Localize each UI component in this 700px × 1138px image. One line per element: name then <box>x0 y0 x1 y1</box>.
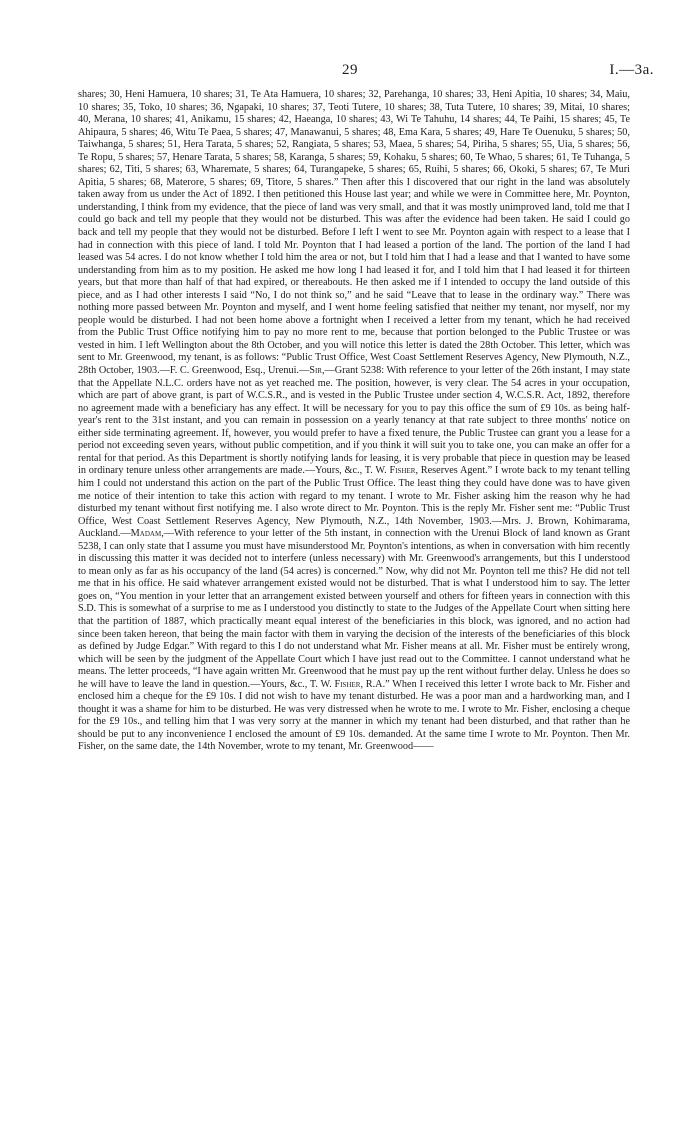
document-reference: I.—3a. <box>609 62 654 78</box>
evidence-paragraph: , Reserves Agent.” I wrote back to my tenant telling him I could not understand this action on the part of the Public Trust Office. The least thing they could have done was to have given me notice of their intention to take this action with regard to my tenant. I wrote to Mr. Fisher asking him the reason why he had disturbed my tenant without first notifying me. I also wrote direct to Mr. Poynton. This is the reply Mr. Fisher sent me: “Public Trust Office, West Coast Settlement Reserves Agency, New Plymouth, N.Z., 14th November, 1903.—Mrs. J. Brown, Kohimarama, Auckland.— <box>78 465 630 540</box>
evidence-paragraph: ,—With reference to your letter of the 5th instant, in connection with the Urenui Block of land known as Grant 5238, I can only state that I assume you must have misunderstood Mr. Poynton's intentions, as when in conversation with him recently in discussing this matter it was decided not to interfere (unless necessary) with Mr. Greenwood's arrangements, but this I understood to mean only as far as his occupancy of the land (54 acres) is concerned.” Now, why did not Mr. Poynton tell me this? He did not tell me that in his office. He said whatever arrangement existed would not be disturbed. That is what I understood him to say. The letter goes on, “You mention in your letter that an arrangement existed between yourself and others for fifteen years in connection with this S.D. This is somewhat of a surprise to me as I understood you distinctly to state to the Judges of the Appellate Court when sitting here that the partition of 1887, which practically meant equal interest of the beneficiaries in this block, was ignored, and no action had since been taken hereon, that being the main factor with them in varying the decision of the interests of the beneficiaries of this block as defined by Judge Edgar.” With regard to this I do not understand what Mr. Fisher means at all. Mr. Fisher must be entirely wrong, which will be seen by the judgment of the Appellate Court which I have just read out to the Committee. I cannot understand what he means. The letter proceeds, “I have again written Mr. Greenwood that he must pay up the rent without further delay. Unless he does so he will have to leave the land in question.—Yours, &c., T. W. <box>78 528 630 690</box>
evidence-paragraph: shares; 30, Heni Hamuera, 10 shares; 31, Te Ata Hamuera, 10 shares; 32, Parehanga, 10 shares; 33, Heni Apitia, 10 shares; 34, Maiu, 10 shares; 35, Toko, 10 shares; 36, Ngapaki, 10 shares; 37, Teoti Tutere, 10 shares; 38, Tuta Tutere, 10 shares; 39, Mitai, 10 shares; 40, Merana, 10 shares; 41, Anikamu, 15 shares; 42, Haeanga, 10 shares; 43, Wi Te Tahuhu, 14 shares; 44, Te Paihi, 15 shares; 45, Te Ahipaura, 5 shares; 46, Witu Te Paea, 5 shares; 47, Manawanui, 5 shares; 48, Ema Kara, 5 shares; 49, Hare Te Ouenuku, 5 shares; 50, Taiwhanga, 5 shares; 51, Hera Tarata, 5 shares; 52, Rangiata, 5 shares; 53, Maea, 5 shares; 54, Piriha, 5 shares; 55, Uia, 5 shares; 56, Te Ropu, 5 shares; 57, Henare Tarata, 5 shares; 58, Karanga, 5 shares; 59, Kohaku, 5 shares; 60, Te Whao, 5 shares; 61, Te Tuhanga, 5 shares; 62, Titi, 5 shares; 63, Wharemate, 5 shares; 64, Turangapeke, 5 shares; 65, Ruihi, 5 shares; 66, Okoki, 5 shares; 67, Te Muri Apitia, 5 shares; 68, Materore, 5 shares; 69, Titore, 5 shares.” Then after this I discovered that our right in the land was absolutely taken away from us under the Act of 1892. I then petitioned this House last year; and while we were in Committee here, Mr. Poynton, understanding, I think from my evidence, that the piece of land was very small, and that it was mostly unimproved land, told me that I could go back and tell my people that they would not be disturbed. This was after the evidence had been taken. He said I could go back and tell my people that they would not be disturbed. Before I left I went to see Mr. Poynton again with respect to a lease that I had in connection with this piece of land. I told Mr. Poynton that I had leased a portion of the land. The portion of the land I had leased was 54 acres. I do not know whether I told him the area or not, but I told him that I had a lease and that I wanted to have some understanding from him as to my position. He asked me how long I had leased it for, and I told him that I had leased it for thirteen years, but that more than half of that had expired, or thereabouts. He then asked me if I intended to occupy the land outside of this piece, and as I had other interests I said “No, I do not think so,” and he said “Leave that to lease in the ordinary way.” There was nothing more passed between Mr. Poynton and myself, and I went home feeling satisfied that neither my tenant, nor myself, nor my people would be disturbed. I had not been home above a fortnight when I received a letter from my tenant, which he had received from the Public Trust Office notifying him to pay no more rent to me, because that portion belonged to the Public Trustee or was vested in him. I left Wellington about the 8th October, and you will notice this letter is dated the 28th October. This letter, which was sent to Mr. Greenwood, my tenant, is as follows: “Public Trust Office, West Coast Settlement Reserves Agency, New Plymouth, N.Z., 28th October, 1903.—F. C. Greenwood, Esq., Urenui.— <box>78 89 630 377</box>
evidence-text <box>78 89 630 754</box>
evidence-paragraph: ,—Grant 5238: With reference to your letter of the 26th instant, I may state that the Appellate N.L.C. orders have not as yet reached me. The position, however, is very clear. The 54 acres in your occupation, which are part of above grant, is part of W.C.S.R., and is vested in the Public Trustee under section 4, W.C.S.R. Act, 1892, therefore no agreement made with a beneficiary has any effect. It will be necessary for you to pay this office the sum of £9 10s. as being half-year's rent to the 31st instant, and you can remain in possession on a yearly tenancy at that rate subject to three months' notice on either side terminating agreement. If, however, you would prefer to have a fixed tenure, the Public Trustee can grant you a lease for a period not exceeding seven years, without public competition, and if you think it will suit you to take one, you can make an offer for a rental for that period. As this Department is shortly notifying lands for leasing, it is very probable that piece in question may be leased in ordinary tenure unless other arrangements are made.—Yours, &c., T. W. <box>78 365 630 477</box>
signature-fisher: Fisher <box>334 678 361 690</box>
signature-fisher: Fisher <box>389 465 416 477</box>
salutation-madam: Madam <box>130 528 162 540</box>
salutation-sir: Sir <box>309 365 322 377</box>
page-number: 29 <box>342 62 358 78</box>
evidence-paragraph: , R.A.” When I received this letter I wrote back to Mr. Fisher and enclosed him a cheque for the £9 10s. I did not wish to have my tenant disturbed. He was a poor man and a hardworking man, and I thought it was a shame for him to be disturbed. He was very distressed when he wrote to me. I wrote to Mr. Fisher, enclosing a cheque for the £9 10s., and telling him that I was very sorry at the manner in which my tenant had been disturbed, and that rather than he should be put to any inconvenience I enclosed the amount of £9 10s. demanded. At the same time I wrote to Mr. Poynton. Then Mr. Fisher, on the same date, the 14th November, wrote to my tenant, Mr. Greenwood—— <box>78 678 631 753</box>
